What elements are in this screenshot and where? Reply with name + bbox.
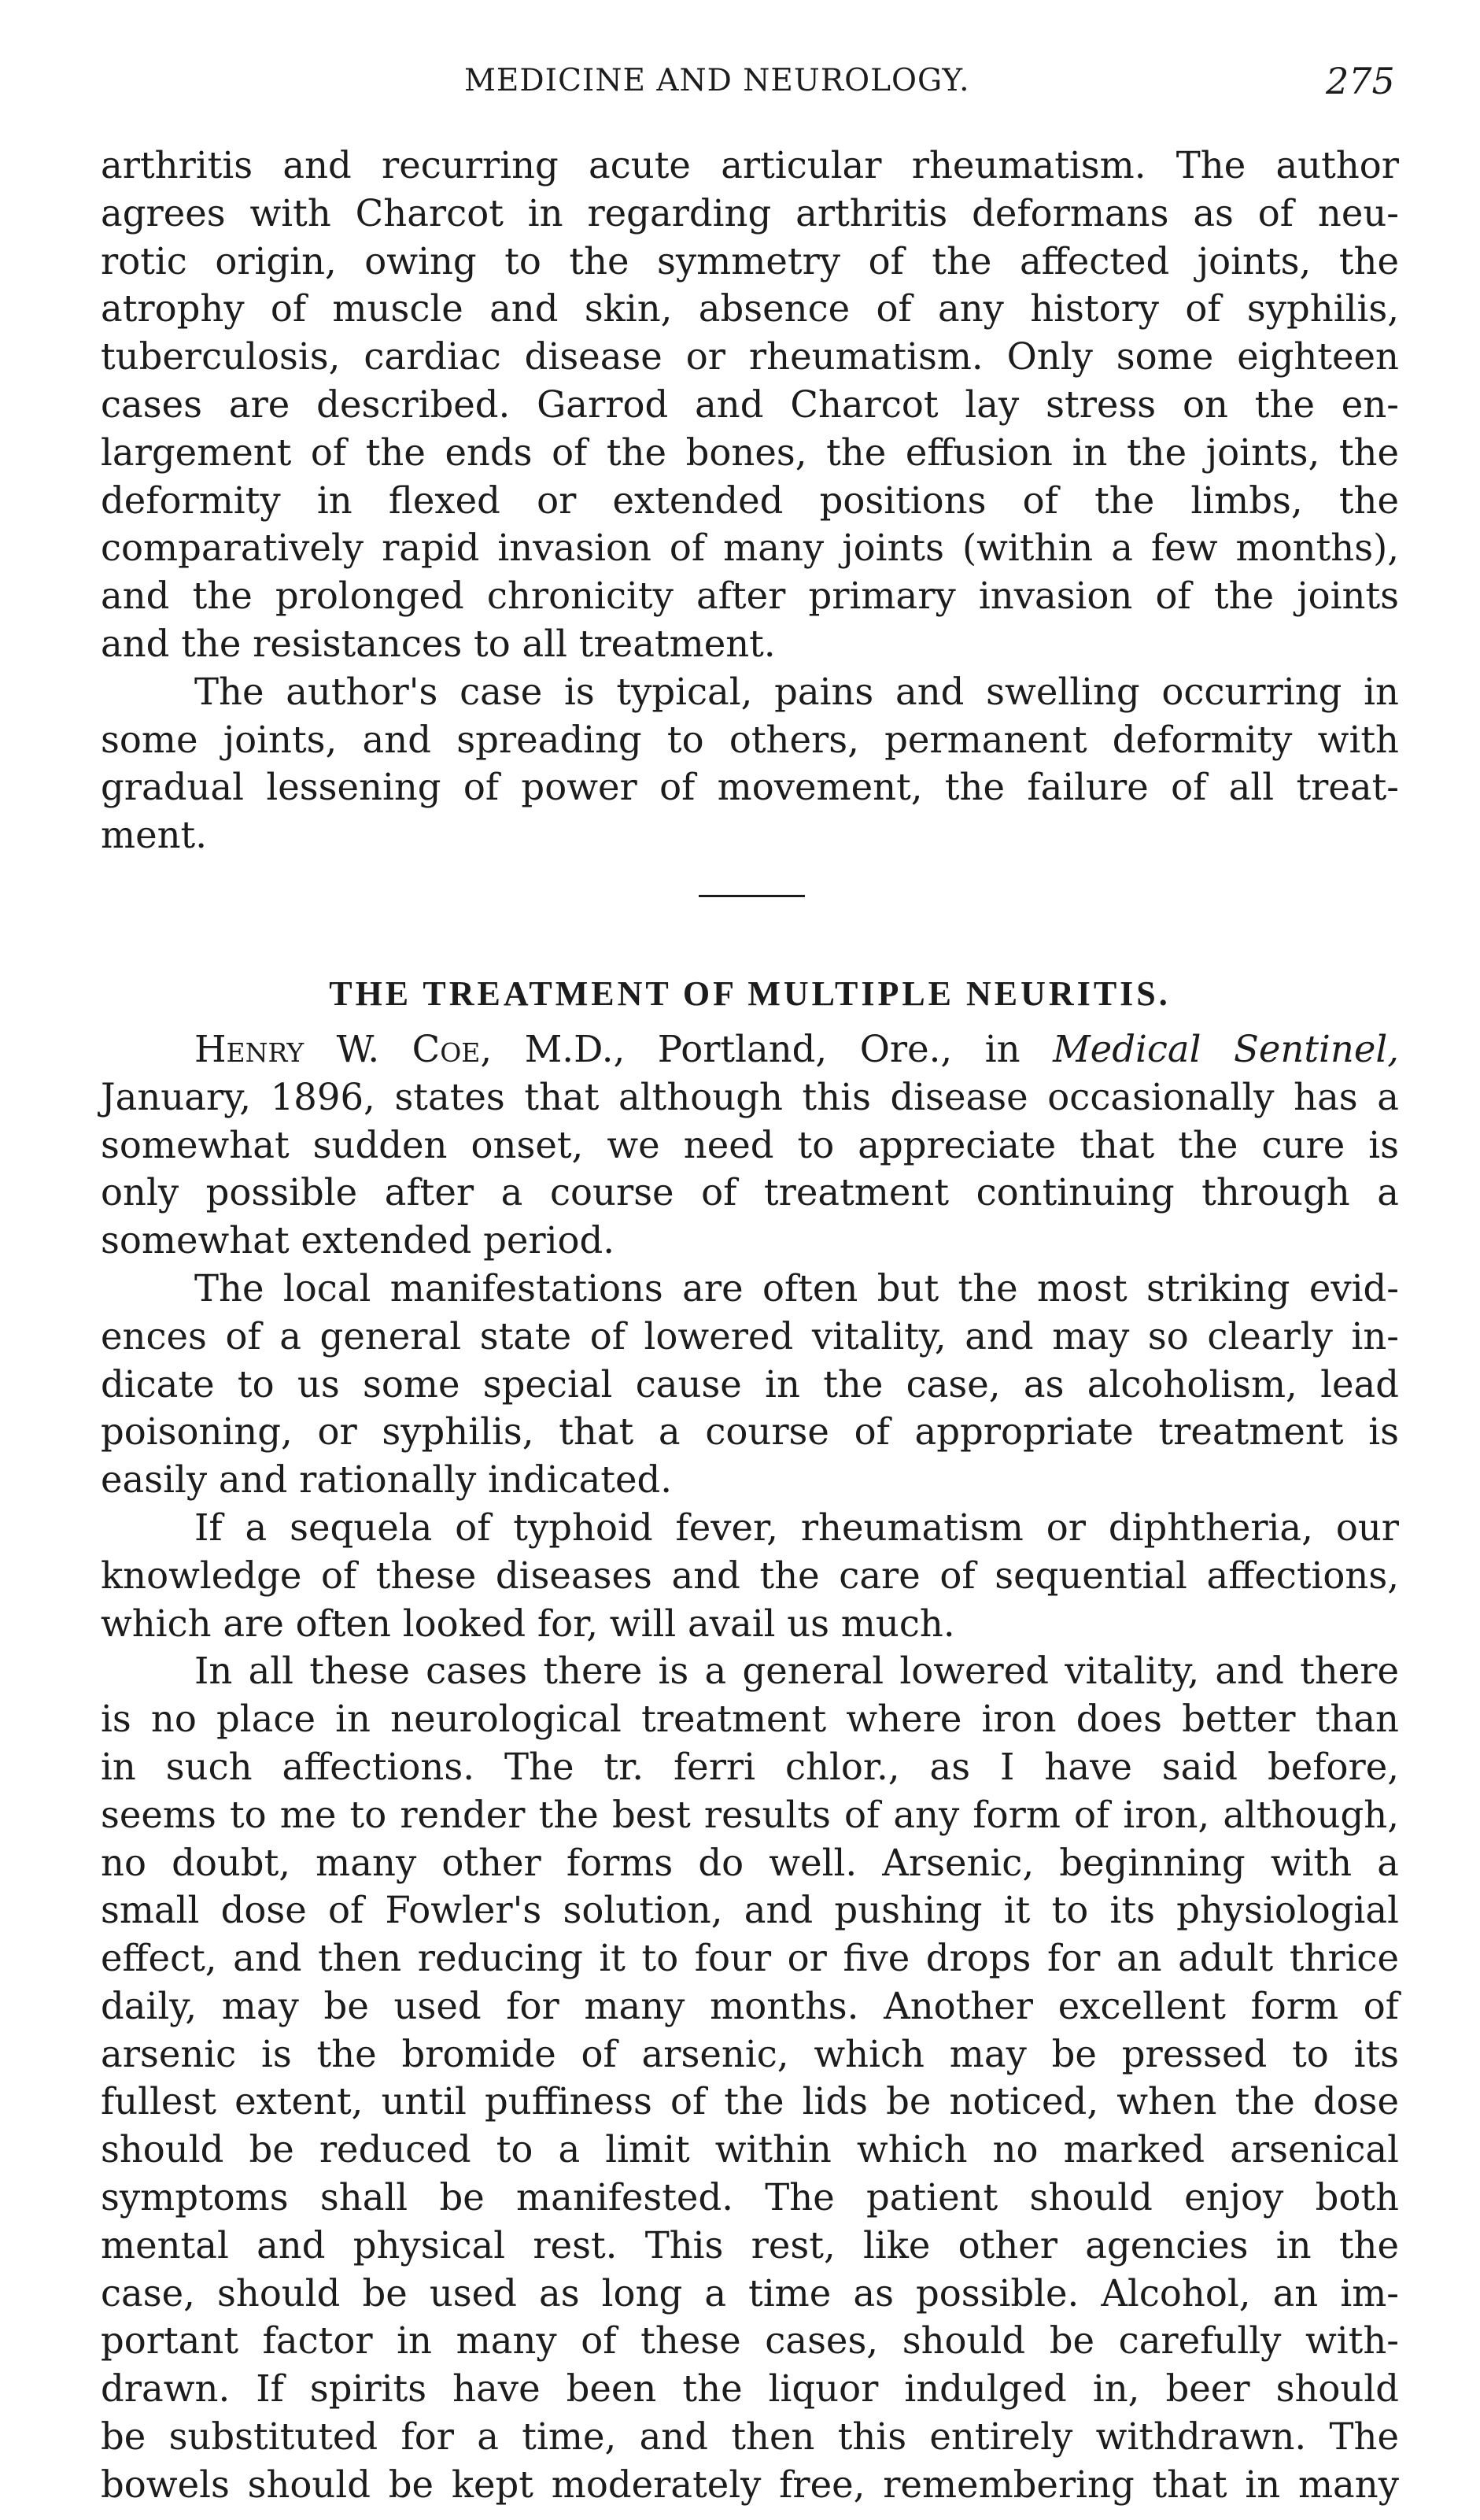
text-line: which are often looked for, will avail us much. bbox=[101, 1602, 955, 1645]
byline-author: Henry W. Coe bbox=[194, 1027, 481, 1070]
byline-line bbox=[101, 1025, 1399, 1073]
text-line: comparatively rapid invasion of many joints (within a few months), bbox=[101, 527, 1399, 570]
page-number: 275 bbox=[1326, 60, 1395, 102]
byline-journal: Medical Sentinel, bbox=[1053, 1027, 1400, 1070]
text-line: effect, and then reducing it to four or five drops for an adult thrice bbox=[101, 1937, 1399, 1980]
text-line: mental and physical rest. This rest, like other agencies in the bbox=[101, 2223, 1399, 2267]
text-line: symptoms shall be manifested. The patient should enjoy both bbox=[101, 2176, 1399, 2219]
byline-paragraph bbox=[101, 1025, 1399, 1265]
text-line: some joints, and spreading to others, permanent deformity with bbox=[101, 718, 1399, 761]
text-line: is no place in neurological treatment where iron does better than bbox=[101, 1698, 1399, 1741]
text-line: no doubt, many other forms do well. Arsenic, beginning with a bbox=[101, 1841, 1399, 1884]
article bbox=[101, 970, 1399, 2509]
text-line: largement of the ends of the bones, the effusion in the joints, the bbox=[101, 430, 1399, 474]
text-line: The author's case is typical, pains and swelling occurring in bbox=[194, 670, 1399, 713]
text-line: seems to me to render the best results of any form of iron, although, bbox=[101, 1793, 1399, 1836]
intro-paragraph bbox=[101, 142, 1399, 668]
text-line: agrees with Charcot in regarding arthritis deformans as of neu- bbox=[101, 191, 1399, 235]
text-line: arsenic is the bromide of arsenic, which may be pressed to its bbox=[101, 2032, 1399, 2075]
page-body bbox=[101, 142, 1399, 2509]
text-line: ences of a general state of lowered vitality, and may so clearly in- bbox=[101, 1314, 1399, 1358]
text-line: atrophy of muscle and skin, absence of any history of syphilis, bbox=[101, 287, 1399, 331]
text-line: somewhat extended period. bbox=[101, 1219, 615, 1262]
text-line: and the resistances to all treatment. bbox=[101, 622, 776, 665]
case-paragraph bbox=[101, 668, 1399, 859]
text-line: January, 1896, states that although this disease occasionally has a bbox=[101, 1075, 1399, 1118]
text-line: in such affections. The tr. ferri chlor., as I have said before, bbox=[101, 1745, 1399, 1788]
article-heading: THE TREATMENT OF MULTIPLE NEURITIS. bbox=[329, 974, 1171, 1013]
paragraph-local-manifestations bbox=[101, 1265, 1399, 1504]
section-rule bbox=[699, 895, 805, 897]
text-line: only possible after a course of treatment continuing through a bbox=[101, 1171, 1399, 1214]
text-line: knowledge of these diseases and the care of sequential affections, bbox=[101, 1554, 1399, 1597]
text-line: bowels should be kept moderately free, remembering that in many bbox=[101, 2463, 1399, 2506]
text-line: The local manifestations are often but the most striking evid- bbox=[194, 1266, 1399, 1310]
paragraph-sequela bbox=[101, 1504, 1399, 1647]
text-line: case, should be used as long a time as possible. Alcohol, an im- bbox=[101, 2271, 1399, 2315]
text-line: dicate to us some special cause in the case, as alcoholism, lead bbox=[101, 1362, 1399, 1406]
running-title: MEDICINE AND NEUROLOGY. bbox=[464, 63, 970, 98]
text-line: arthritis and recurring acute articular rheumatism. The author bbox=[101, 144, 1399, 187]
text-line: poisoning, or syphilis, that a course of appropriate treatment is bbox=[101, 1410, 1399, 1454]
text-line: and the prolonged chronicity after primary invasion of the joints bbox=[101, 575, 1399, 618]
text-line: In all these cases there is a general lowered vitality, and there bbox=[194, 1650, 1399, 1693]
paragraph-treatment bbox=[101, 1647, 1399, 2508]
text-line: If a sequela of typhoid fever, rheumatism or diphtheria, our bbox=[194, 1506, 1399, 1549]
running-header bbox=[0, 55, 1480, 118]
text-line: gradual lessening of power of movement, the failure of all treat- bbox=[101, 766, 1399, 809]
text-line: small dose of Fowler's solution, and pushing it to its physiologial bbox=[101, 1889, 1399, 1932]
text-line: somewhat sudden onset, we need to appreciate that the cure is bbox=[101, 1123, 1399, 1166]
text-line: cases are described. Garrod and Charcot lay stress on the en- bbox=[101, 382, 1399, 426]
text-line: rotic origin, owing to the symmetry of the affected joints, the bbox=[101, 239, 1399, 283]
text-line: easily and rationally indicated. bbox=[101, 1458, 673, 1502]
text-line: deformity in flexed or extended positions of the limbs, the bbox=[101, 479, 1399, 522]
text-line: portant factor in many of these cases, should be carefully with- bbox=[101, 2319, 1399, 2363]
section-divider bbox=[101, 859, 1399, 955]
text-line: tuberculosis, cardiac disease or rheumatism. Only some eighteen bbox=[101, 335, 1399, 379]
text-line: daily, may be used for many months. Another excellent form of bbox=[101, 1984, 1399, 2027]
byline-rest: , M.D., Portland, Ore., in bbox=[480, 1027, 1054, 1070]
text-line: be substituted for a time, and then this entirely withdrawn. The bbox=[101, 2415, 1399, 2459]
text-line: fullest extent, until puffiness of the lids be noticed, when the dose bbox=[101, 2080, 1399, 2123]
text-line: should be reduced to a limit within which no marked arsenical bbox=[101, 2128, 1399, 2171]
text-line: drawn. If spirits have been the liquor indulged in, beer should bbox=[101, 2367, 1399, 2411]
text-line: ment. bbox=[101, 814, 208, 857]
